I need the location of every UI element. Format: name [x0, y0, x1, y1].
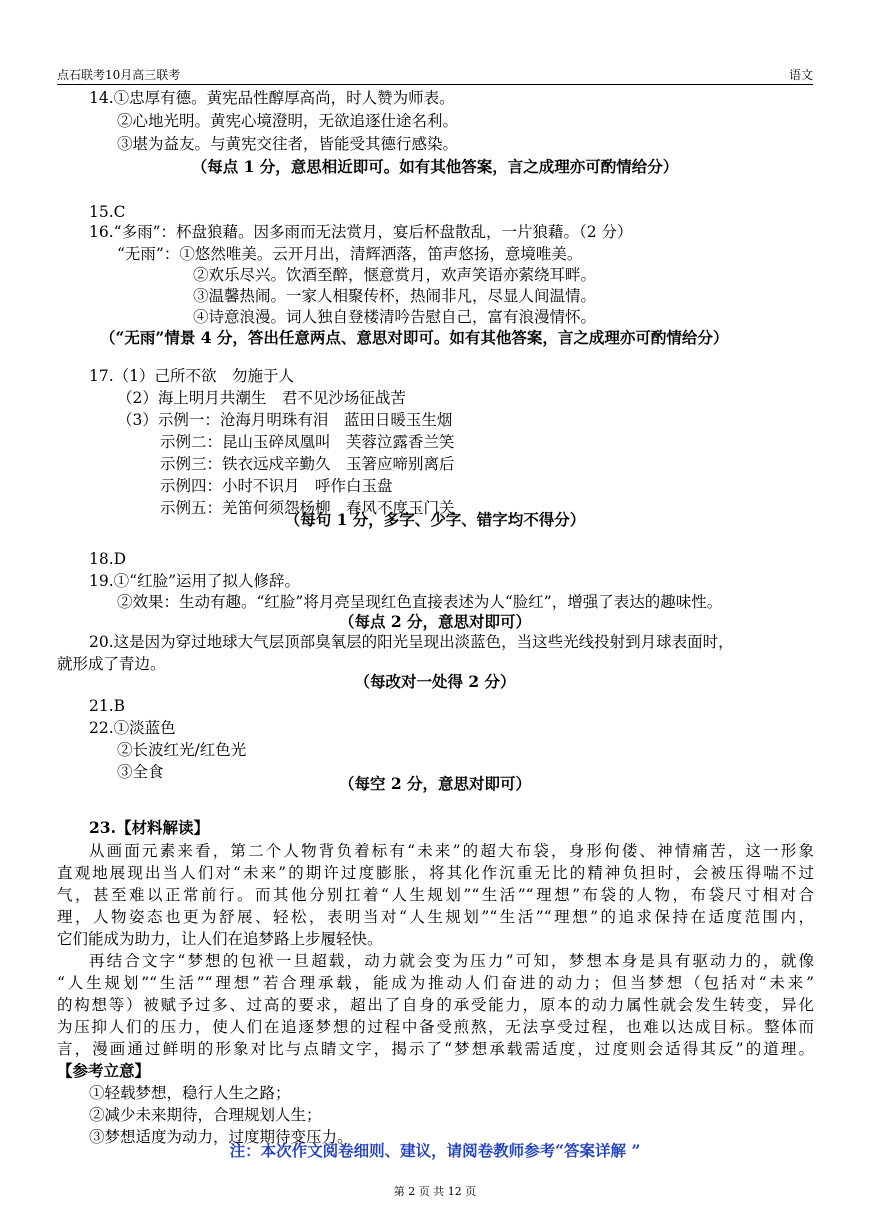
q23-reference-3: ③梦想适度为动力，过度期待变压力。: [89, 1128, 353, 1146]
q23-p2-line-2: “人生规划”“生活”“理想”若合理承载，能成为推动人们奋进的动力；但当梦想（包括对“未来”: [57, 974, 814, 992]
q17-score-note: （每句 1 分，多字、少字、错字均不得分）: [284, 510, 586, 529]
q14-item-1: 14.①忠厚有德。黄宪品性醇厚高尚，时人赞为师表。: [89, 89, 455, 107]
q23-reference-2: ②减少未来期待，合理规划人生；: [89, 1106, 322, 1124]
q23-p1-line-1: 从画面元素来看，第二个人物背负着标有“未来”的超大布袋，身形佝偻、神情痛苦，这一形象: [89, 842, 814, 860]
q16-line-3: ②欢乐尽兴。饮酒至醉，惬意赏月，欢声笑语亦萦绕耳畔。: [193, 266, 597, 284]
q16-line-4: ③温馨热闹。一家人相聚传杯，热闹非凡，尽显人间温情。: [193, 287, 597, 305]
page-header: [57, 66, 813, 85]
q14-item-2: ②心地光明。黄宪心境澄明，无欲追逐仕途名利。: [117, 112, 459, 130]
q20-score-note: （每改对一处得 2 分）: [354, 672, 516, 691]
q23-p1-line-2: 直观地展现出当人们对“未来”的期许过度膨胀，将其化作沉重无比的精神负担时，会被压得喘不过: [57, 864, 814, 882]
q22-line-1: 22.①淡蓝色: [89, 719, 176, 737]
q23-p2-line-4: 为压抑人们的压力，使人们在追逐梦想的过程中备受煎熬，无法享受过程，也难以达成目标。整体而: [57, 1018, 814, 1036]
q16-score-note: （“无雨”情景 4 分，答出任意两点、意思对即可。如有其他答案，言之成理亦可酌情给分）: [100, 328, 729, 347]
q16-line-1: 16.“多雨”：杯盘狼藉。因多雨而无法赏月，宴后杯盘散乱，一片狼藉。（2 分）: [89, 223, 633, 241]
q23-reference-1: ①轻载梦想，稳行人生之路；: [89, 1084, 291, 1102]
q23-reference-title: 【参考立意】: [57, 1061, 151, 1080]
q16-line-5: ④诗意浪漫。词人独自登楼清吟告慰自己，富有浪漫情怀。: [193, 308, 597, 326]
q23-p1-line-3: 气，甚至难以正常前行。而其他分别扛着“人生规划”“生活”“理想”布袋的人物，布袋尺寸相对合: [57, 886, 814, 904]
q17-line-5: 示例三：铁衣远戍辛勤久 玉箸应啼别离后: [160, 455, 455, 473]
q23-p2-line-1: 再结合文字“梦想的包袱一旦超载，动力就会变为压力”可知，梦想本身是具有驱动力的，就像: [89, 952, 814, 970]
q21-answer: 21.B: [89, 697, 126, 715]
q23-p2-line-3: 的构想等）被赋予过多、过高的要求，超出了自身的承受能力，原本的动力属性就会发生转变，异化: [57, 996, 814, 1014]
q23-p2-line-5: 言，漫画通过鲜明的形象对比与点睛文字，揭示了“梦想承载需适度，过度则会适得其反”的道理。: [57, 1040, 814, 1058]
q17-line-1: 17.（1）己所不欲 勿施于人: [89, 367, 295, 385]
header-exam-name: 点石联考10月高三联考: [57, 68, 181, 82]
q15-answer: 15.C: [89, 203, 126, 221]
q23-p1-line-5: 它们能成为助力，让人们在追梦路上步履轻快。: [57, 930, 383, 948]
q18-answer: 18.D: [89, 550, 127, 568]
header-subject: 语文: [788, 68, 813, 82]
q17-line-7: 示例五：羌笛何须怨杨柳 春风不度玉门关: [160, 499, 455, 517]
q19-line-1: 19.①“红脸”运用了拟人修辞。: [89, 572, 300, 590]
q20-line-1: 20.这是因为穿过地球大气层顶部臭氧层的阳光呈现出淡蓝色，当这些光线投射到月球表面时，: [89, 633, 734, 651]
grading-note: 注：本次作文阅卷细则、建议，请阅卷教师参考“答案详解 ”: [229, 1141, 641, 1160]
q16-line-2: “无雨”：①悠然唯美。云开月出，清辉洒落，笛声悠扬，意境唯美。: [117, 245, 583, 263]
q17-line-4: 示例二：昆山玉碎凤凰叫 芙蓉泣露香兰笑: [160, 433, 455, 451]
q17-line-2: （2）海上明月共潮生 君不见沙场征战苦: [117, 389, 406, 407]
q14-score-note: （每点 1 分，意思相近即可。如有其他答案，言之成理亦可酌情给分）: [191, 157, 679, 176]
q20-line-2: 就形成了青边。: [57, 655, 166, 673]
q17-line-6: 示例四：小时不识月 呼作白玉盘: [160, 477, 393, 495]
page-number: 第 2 页 共 12 页: [393, 1185, 477, 1198]
q17-line-3: （3）示例一：沧海月明珠有泪 蓝田日暖玉生烟: [117, 411, 453, 429]
q19-score-note: （每点 2 分，意思对即可）: [338, 612, 532, 631]
q23-title: 23.【材料解读】: [89, 818, 209, 837]
q23-p1-line-4: 理，人物姿态也更为舒展、轻松，表明当对“人生规划”“生活”“理想”的追求保持在适度范围内，: [57, 908, 814, 926]
q22-score-note: （每空 2 分，意思对即可）: [338, 774, 532, 793]
q14-item-3: ③堪为益友。与黄宪交往者，皆能受其德行感染。: [117, 135, 459, 153]
q19-line-2: ②效果：生动有趣。“红脸”将月亮呈现红色直接表述为人“脸红”，增强了表达的趣味性。: [117, 593, 723, 611]
q22-line-3: ③全食: [117, 763, 164, 781]
q22-line-2: ②长波红光/红色光: [117, 741, 247, 759]
